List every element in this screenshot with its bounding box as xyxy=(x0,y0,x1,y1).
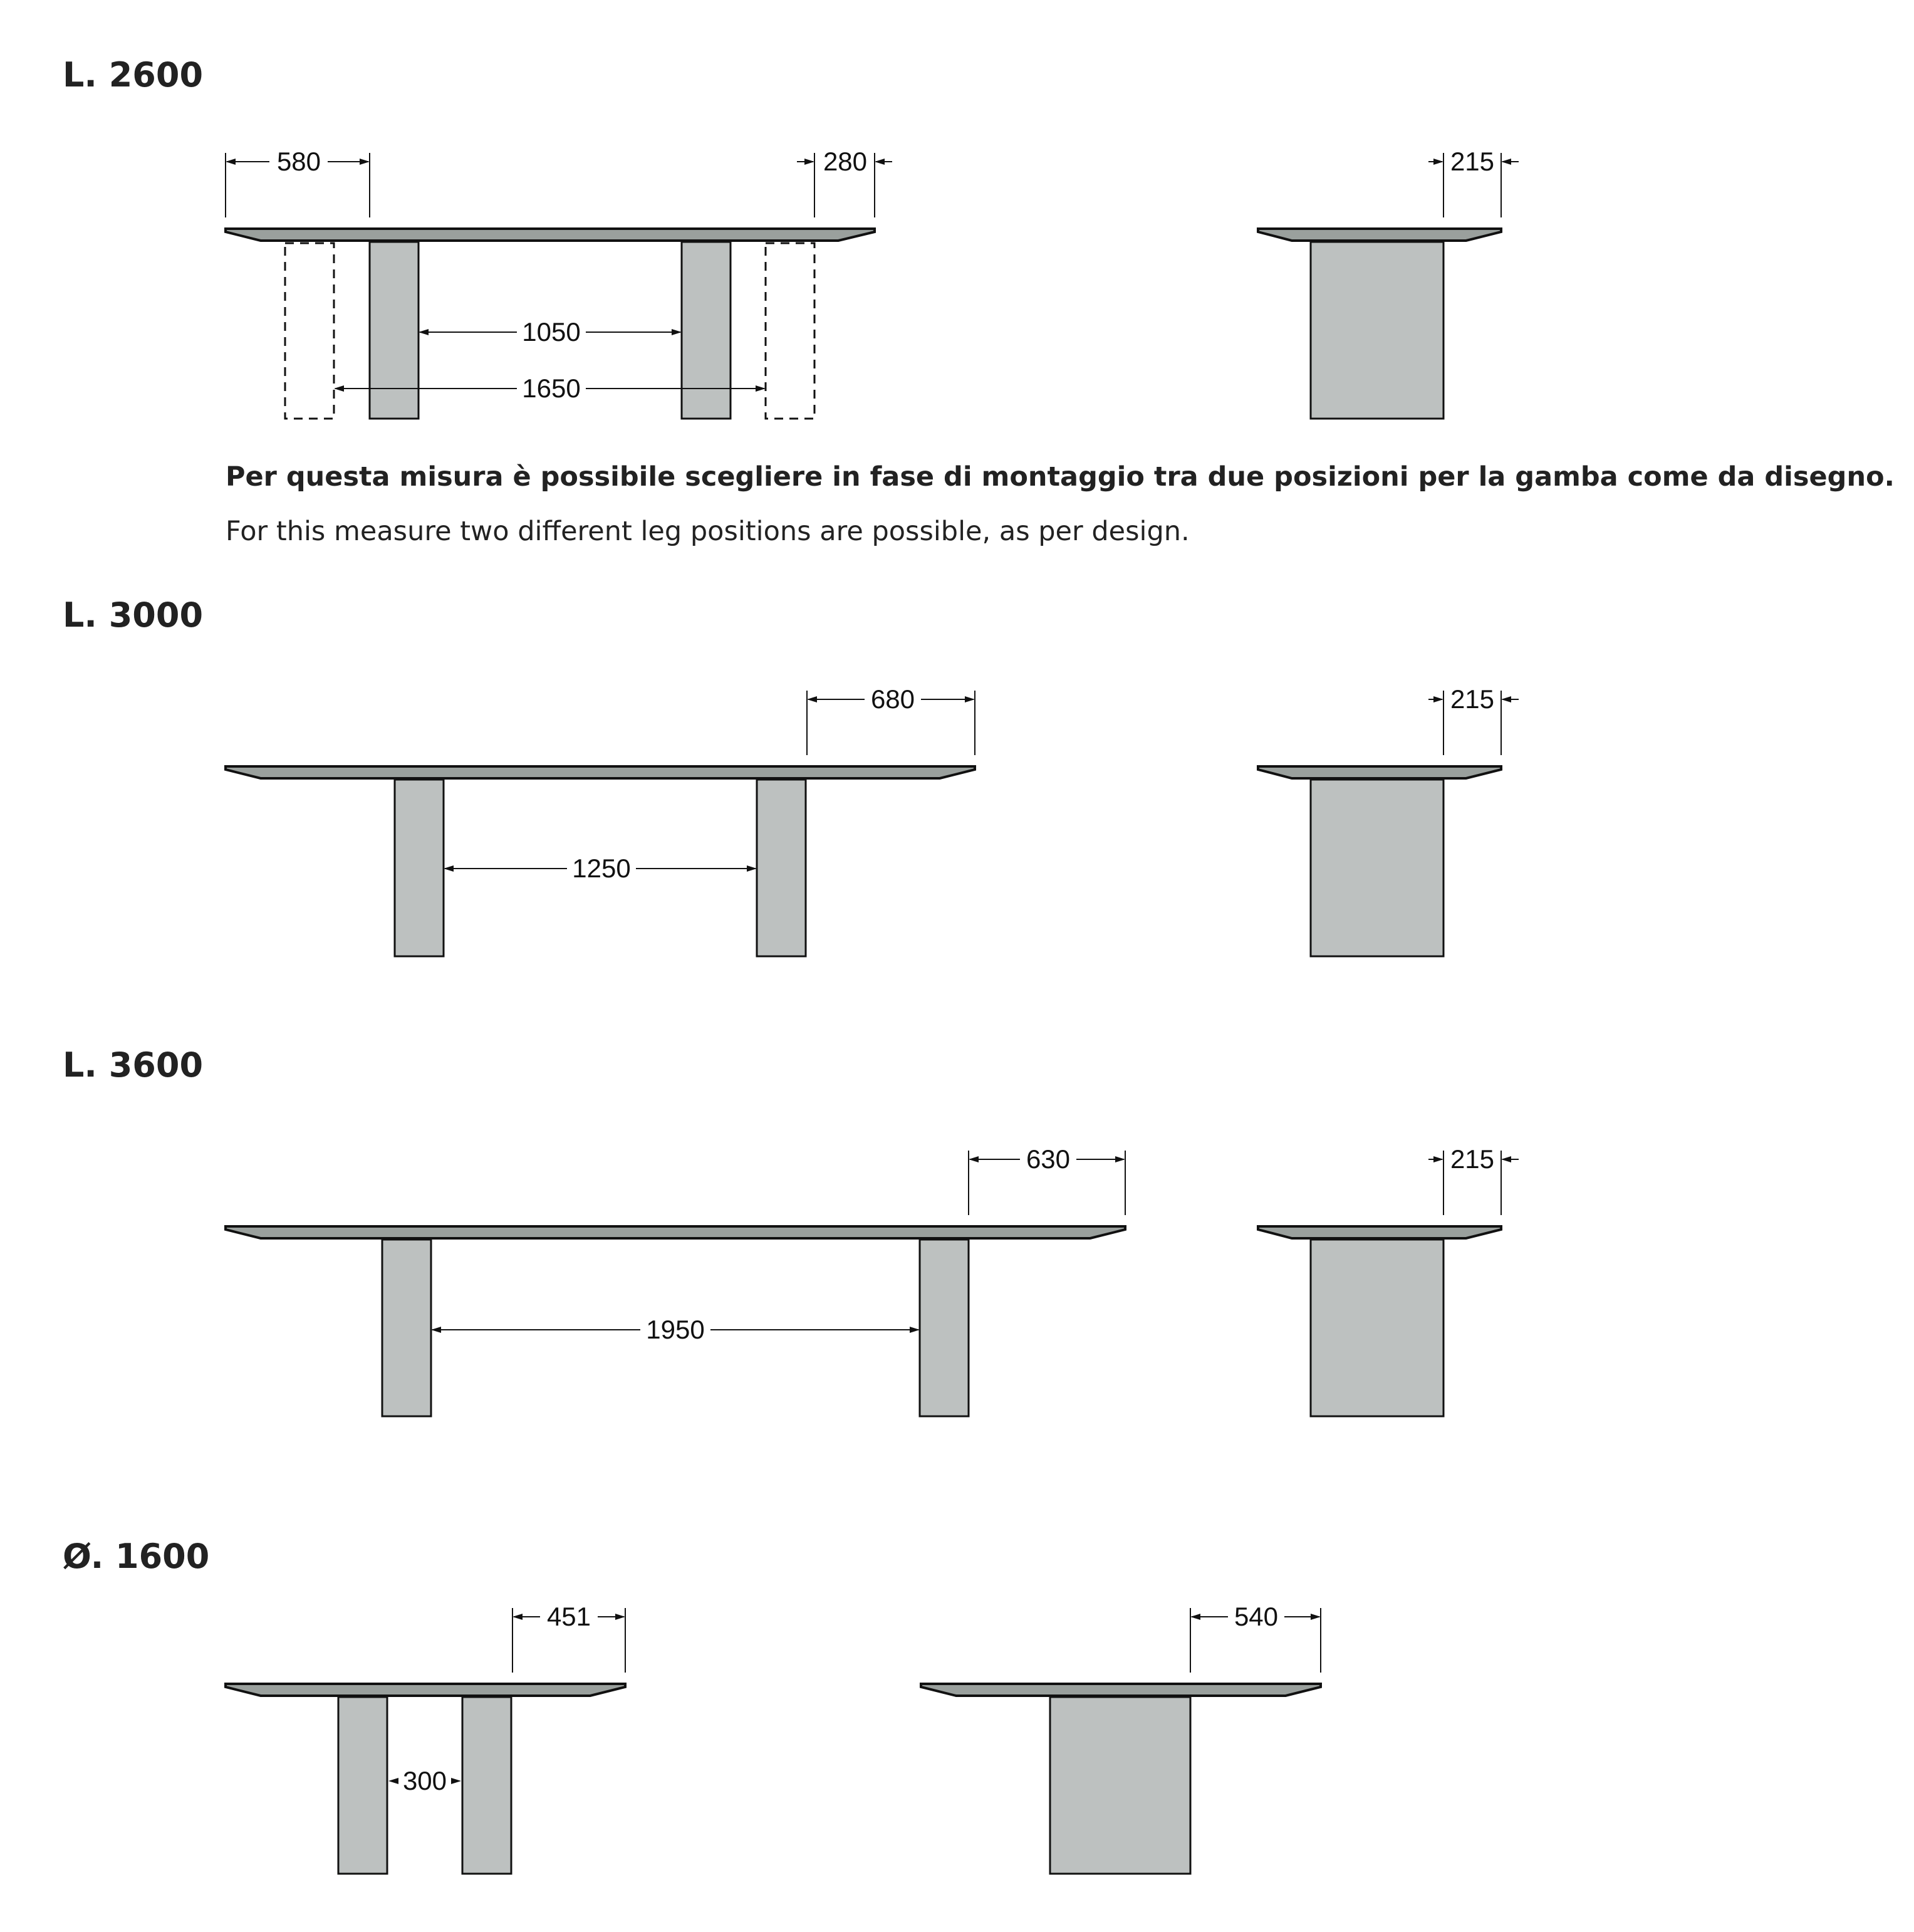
table-top xyxy=(1258,1226,1501,1238)
table-leg-alternate xyxy=(285,243,334,419)
table-leg xyxy=(395,780,444,956)
note-italian: Per questa misura è possibile scegliere in fase di montaggio tra due posizioni per la gamba come da disegno. xyxy=(226,461,1895,493)
table-leg xyxy=(338,1697,387,1874)
table-top xyxy=(226,1684,625,1696)
table-leg xyxy=(382,1240,431,1416)
dimension-451 xyxy=(512,1602,625,1673)
table-leg xyxy=(920,1240,969,1416)
dimension-label: 1650 xyxy=(522,373,581,403)
dimension-label: 300 xyxy=(402,1766,447,1795)
table-top xyxy=(1258,766,1501,778)
dimension-300 xyxy=(388,1766,461,1795)
section-heading: L. 3000 xyxy=(63,595,204,635)
section-l3000 xyxy=(63,595,1519,956)
dimension-215 xyxy=(1428,147,1519,217)
dimension-1050 xyxy=(419,317,682,347)
table-leg-alternate xyxy=(766,243,814,419)
dimension-label: 280 xyxy=(823,147,868,176)
section-heading: L. 3600 xyxy=(63,1045,204,1085)
section-heading: Ø. 1600 xyxy=(63,1537,210,1576)
section-heading: L. 2600 xyxy=(63,55,204,95)
dimension-label: 215 xyxy=(1450,1144,1495,1174)
dimension-label: 1250 xyxy=(572,854,631,883)
dimension-630 xyxy=(969,1144,1125,1215)
table-top xyxy=(226,1226,1125,1238)
dimension-label: 1050 xyxy=(522,317,581,347)
table-leg xyxy=(370,242,419,419)
dimension-label: 1950 xyxy=(646,1315,705,1344)
side-view xyxy=(1258,1144,1519,1416)
dimension-280 xyxy=(797,147,892,217)
table-leg xyxy=(1311,1240,1443,1416)
dimension-540 xyxy=(1190,1602,1321,1673)
front-view xyxy=(226,147,892,419)
table-leg xyxy=(682,242,731,419)
table-top xyxy=(226,229,875,241)
dimension-label: 540 xyxy=(1234,1602,1279,1631)
section-l2600 xyxy=(63,55,1895,547)
dimension-1250 xyxy=(444,854,757,883)
table-top xyxy=(226,766,975,778)
table-leg xyxy=(1311,780,1443,956)
dimension-215 xyxy=(1428,1144,1519,1215)
front-view xyxy=(226,684,975,956)
dimension-680 xyxy=(807,684,975,755)
front-view xyxy=(226,1144,1125,1416)
table-leg xyxy=(757,780,806,956)
note-english: For this measure two different leg positions are possible, as per design. xyxy=(226,516,1190,547)
dimension-580 xyxy=(226,147,370,217)
dimension-label: 630 xyxy=(1026,1144,1071,1174)
section-l3600 xyxy=(63,1045,1519,1416)
dimension-label: 580 xyxy=(276,147,321,176)
section-d1600 xyxy=(63,1537,1321,1874)
table-top xyxy=(1258,229,1501,241)
table-leg xyxy=(1311,242,1443,419)
dimension-label: 451 xyxy=(546,1602,591,1631)
table-top xyxy=(921,1684,1321,1696)
side-view xyxy=(1258,147,1519,419)
dimension-1950 xyxy=(431,1315,920,1344)
table-leg xyxy=(462,1697,511,1874)
dimension-label: 680 xyxy=(870,684,915,714)
side-view xyxy=(921,1602,1321,1874)
table-leg xyxy=(1050,1697,1190,1874)
dimension-label: 215 xyxy=(1450,684,1495,714)
side-view xyxy=(1258,684,1519,956)
dimension-label: 215 xyxy=(1450,147,1495,176)
dimension-215 xyxy=(1428,684,1519,755)
front-view xyxy=(226,1602,625,1874)
